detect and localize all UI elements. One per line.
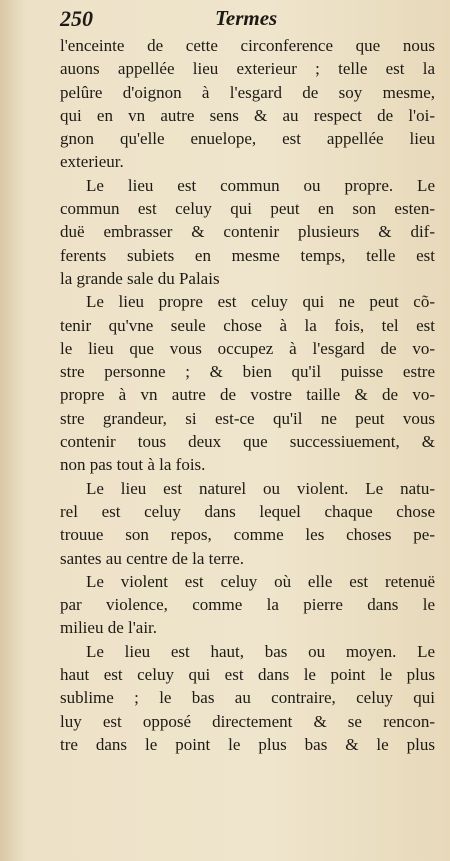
running-head: Termes — [215, 6, 278, 30]
page-number: 250 — [60, 6, 93, 31]
text-line: milieu de l'air. — [60, 618, 158, 638]
text-line: exterieur. — [60, 152, 124, 172]
page-header — [60, 6, 430, 32]
text-line: auons appellée lieu exterieur ; telle est la — [60, 59, 435, 79]
text-line: Le lieu est naturel ou violent. Le natu- — [86, 478, 435, 498]
text-line: Le lieu est haut, bas ou moyen. Le — [86, 641, 435, 661]
text-line: la grande sale du Palais — [60, 268, 220, 288]
text-line: non pas tout à la fois. — [60, 455, 206, 475]
text-line: qui en vn autre sens & au respect de l'oi- — [60, 105, 435, 125]
text-line: tre dans le point le plus bas & le plus — [60, 734, 435, 754]
text-line: trouue son repos, comme les choses pe- — [60, 525, 435, 545]
text-line: sublime ; le bas au contraire, celuy qui — [60, 688, 435, 708]
text-line: Le lieu est commun ou propre. Le — [86, 175, 435, 195]
text-line: le lieu que vous occupez à l'esgard de vo- — [60, 338, 435, 358]
text-line: contenir tous deux que successiuement, & — [60, 432, 435, 452]
body-text — [60, 34, 435, 756]
text-line: ferents subiets en mesme temps, telle est — [60, 245, 435, 265]
text-line: rel est celuy dans lequel chaque chose — [60, 501, 435, 521]
text-line: stre grandeur, si est-ce qu'il ne peut vous — [60, 408, 435, 428]
text-line: Le lieu propre est celuy qui ne peut cõ- — [86, 292, 435, 312]
text-line: l'enceinte de cette circonference que nous — [60, 36, 435, 55]
text-line: tenir qu'vne seule chose à la fois, tel est — [60, 315, 435, 335]
text-line: gnon qu'elle enuelope, est appellée lieu — [60, 129, 435, 149]
text-line: commun est celuy qui peut en son esten- — [60, 199, 435, 219]
text-line: haut est celuy qui est dans le point le plus — [60, 665, 435, 685]
text-line: luy est opposé directement & se rencon- — [60, 711, 435, 731]
text-line: par violence, comme la pierre dans le — [60, 595, 435, 615]
text-line: duë embrasser & contenir plusieurs & dif- — [60, 222, 435, 242]
text-line: pelûre d'oignon à l'esgard de soy mesme, — [60, 82, 435, 102]
text-line: propre à vn autre de vostre taille & de vo- — [60, 385, 435, 405]
text-line: Le violent est celuy où elle est retenuë — [86, 571, 435, 591]
text-line: stre personne ; & bien qu'il puisse estre — [60, 362, 435, 382]
text-line: santes au centre de la terre. — [60, 548, 245, 568]
